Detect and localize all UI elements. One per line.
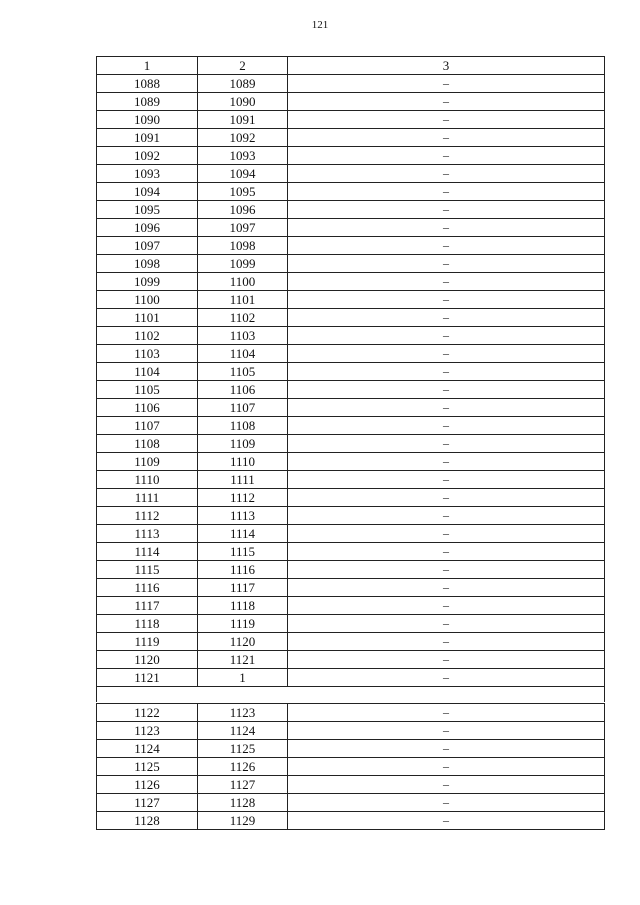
- table-row: [97, 507, 605, 525]
- table-row: [97, 165, 605, 183]
- table-cell: 1092: [198, 129, 288, 147]
- table-cell: 1126: [198, 758, 288, 776]
- table-row: [97, 722, 605, 740]
- table-cell: 1112: [198, 489, 288, 507]
- page-number: 121: [311, 19, 329, 31]
- table-cell: –: [288, 381, 605, 399]
- table-cell: 1117: [198, 579, 288, 597]
- table-cell: 1102: [198, 309, 288, 327]
- table-cell: 1090: [198, 93, 288, 111]
- table-row: [97, 147, 605, 165]
- table-cell: 1125: [97, 758, 198, 776]
- table-cell: 1090: [97, 111, 198, 129]
- table-cell: 1097: [97, 237, 198, 255]
- table-cell: –: [288, 579, 605, 597]
- table-row: [97, 345, 605, 363]
- table-gap: [96, 685, 605, 702]
- table-cell: –: [288, 255, 605, 273]
- table-row: [97, 111, 605, 129]
- table-cell: 1091: [97, 129, 198, 147]
- table-cell: 1091: [198, 111, 288, 129]
- table-cell: –: [288, 471, 605, 489]
- table-cell: 1119: [198, 615, 288, 633]
- table-cell: –: [288, 237, 605, 255]
- table-row: [97, 704, 605, 722]
- table-row: [97, 273, 605, 291]
- table-cell: –: [288, 812, 605, 830]
- table-cell: –: [288, 75, 605, 93]
- table-cell: 1121: [97, 669, 198, 687]
- table-cell: 1094: [198, 165, 288, 183]
- table-cell: –: [288, 669, 605, 687]
- table-row: [97, 399, 605, 417]
- table-cell: –: [288, 633, 605, 651]
- table-cell: –: [288, 273, 605, 291]
- table-cell: 1113: [97, 525, 198, 543]
- table-cell: 1111: [198, 471, 288, 489]
- table-row: [97, 597, 605, 615]
- table-row: [97, 381, 605, 399]
- header-cell: 1: [97, 57, 198, 75]
- table-cell: 1102: [97, 327, 198, 345]
- table-row: [97, 309, 605, 327]
- table-cell: 1101: [198, 291, 288, 309]
- table-cell: 1106: [198, 381, 288, 399]
- table-row: [97, 758, 605, 776]
- table-row: [97, 219, 605, 237]
- table-cell: 1105: [198, 363, 288, 381]
- table-cell: 1123: [97, 722, 198, 740]
- table-cell: –: [288, 417, 605, 435]
- data-table: [96, 56, 605, 687]
- table-cell: 1104: [198, 345, 288, 363]
- table-cell: –: [288, 651, 605, 669]
- table-cell: 1093: [97, 165, 198, 183]
- table-row: [97, 327, 605, 345]
- table-cell: –: [288, 291, 605, 309]
- table-cell: 1098: [97, 255, 198, 273]
- table-cell: 1119: [97, 633, 198, 651]
- table-row: [97, 363, 605, 381]
- table-cell: 1105: [97, 381, 198, 399]
- table-cell: 1108: [97, 435, 198, 453]
- table-cell: 1094: [97, 183, 198, 201]
- table-cell: –: [288, 722, 605, 740]
- table-cell: –: [288, 597, 605, 615]
- table-cell: 1107: [198, 399, 288, 417]
- table-cell: 1103: [198, 327, 288, 345]
- table-cell: 1095: [198, 183, 288, 201]
- table-row: [97, 471, 605, 489]
- table-cell: 1111: [97, 489, 198, 507]
- table-row: [97, 183, 605, 201]
- table-cell: 1115: [198, 543, 288, 561]
- table-cell: –: [288, 507, 605, 525]
- table-row: [97, 525, 605, 543]
- table-cell: 1115: [97, 561, 198, 579]
- table-cell: 1089: [97, 93, 198, 111]
- table-cell: 1096: [198, 201, 288, 219]
- table-cell: 1113: [198, 507, 288, 525]
- table-cell: –: [288, 111, 605, 129]
- table-cell: 1093: [198, 147, 288, 165]
- table-row: [97, 93, 605, 111]
- table-cell: 1126: [97, 776, 198, 794]
- table-row: [97, 255, 605, 273]
- table-row: [97, 615, 605, 633]
- table-cell: 1127: [97, 794, 198, 812]
- data-table-continued: [96, 703, 605, 830]
- table-row: [97, 669, 605, 687]
- table-cell: 1120: [198, 633, 288, 651]
- table-cell: 1118: [97, 615, 198, 633]
- table-cell: –: [288, 399, 605, 417]
- table-cell: 1124: [198, 722, 288, 740]
- table-row: [97, 776, 605, 794]
- table-cell: –: [288, 93, 605, 111]
- table-cell: 1092: [97, 147, 198, 165]
- table-cell: –: [288, 758, 605, 776]
- table-cell: 1128: [198, 794, 288, 812]
- table-row: [97, 812, 605, 830]
- table-cell: 1121: [198, 651, 288, 669]
- table-cell: 1118: [198, 597, 288, 615]
- header-cell: 2: [198, 57, 288, 75]
- table-cell: 1098: [198, 237, 288, 255]
- table-cell: –: [288, 561, 605, 579]
- table-cell: 1101: [97, 309, 198, 327]
- table-row: [97, 633, 605, 651]
- table-row: [97, 794, 605, 812]
- table-cell: 1112: [97, 507, 198, 525]
- table-cell: –: [288, 129, 605, 147]
- table-cell: –: [288, 183, 605, 201]
- table-cell: 1108: [198, 417, 288, 435]
- table-cell: –: [288, 327, 605, 345]
- table-cell: 1120: [97, 651, 198, 669]
- table-cell: –: [288, 345, 605, 363]
- table-row: [97, 291, 605, 309]
- table-cell: 1129: [198, 812, 288, 830]
- table-cell: 1114: [97, 543, 198, 561]
- table-row: [97, 129, 605, 147]
- table-cell: –: [288, 363, 605, 381]
- table-row: [97, 543, 605, 561]
- table-row: [97, 651, 605, 669]
- table-body: [97, 704, 605, 830]
- table-cell: –: [288, 525, 605, 543]
- table-cell: 1104: [97, 363, 198, 381]
- table-cell: –: [288, 453, 605, 471]
- table-cell: 1116: [198, 561, 288, 579]
- table-row: [97, 453, 605, 471]
- table-cell: 1110: [198, 453, 288, 471]
- table-cell: –: [288, 201, 605, 219]
- table-cell: 1114: [198, 525, 288, 543]
- table-cell: –: [288, 309, 605, 327]
- table-cell: 1099: [97, 273, 198, 291]
- table-row: [97, 579, 605, 597]
- table-row: [97, 740, 605, 758]
- table-cell: –: [288, 794, 605, 812]
- table-cell: 1128: [97, 812, 198, 830]
- table-cell: 1123: [198, 704, 288, 722]
- table-cell: –: [288, 740, 605, 758]
- table-cell: –: [288, 489, 605, 507]
- table-row: [97, 417, 605, 435]
- table-cell: 1097: [198, 219, 288, 237]
- table-row: [97, 489, 605, 507]
- table-cell: 1107: [97, 417, 198, 435]
- table-row: [97, 201, 605, 219]
- table-cell: –: [288, 219, 605, 237]
- table-cell: 1122: [97, 704, 198, 722]
- table-cell: 1106: [97, 399, 198, 417]
- table-cell: –: [288, 615, 605, 633]
- table-cell: –: [288, 704, 605, 722]
- table-cell: 1088: [97, 75, 198, 93]
- table-cell: 1125: [198, 740, 288, 758]
- table-cell: 1110: [97, 471, 198, 489]
- table-row: [97, 435, 605, 453]
- table-row: [97, 75, 605, 93]
- table-cell: –: [288, 165, 605, 183]
- table-cell: 1103: [97, 345, 198, 363]
- table-cell: 1117: [97, 597, 198, 615]
- table-row: [97, 237, 605, 255]
- table-cell: 1127: [198, 776, 288, 794]
- table-cell: –: [288, 435, 605, 453]
- table-body: [97, 75, 605, 687]
- header-row: [97, 57, 605, 75]
- table-cell: 1116: [97, 579, 198, 597]
- table-cell: 1124: [97, 740, 198, 758]
- table-row: [97, 561, 605, 579]
- table-cell: 1109: [97, 453, 198, 471]
- table-cell: 1099: [198, 255, 288, 273]
- table-cell: –: [288, 776, 605, 794]
- table-cell: –: [288, 147, 605, 165]
- table-cell: 1089: [198, 75, 288, 93]
- table-cell: 1100: [198, 273, 288, 291]
- table-cell: 1095: [97, 201, 198, 219]
- table-cell: 1: [198, 669, 288, 687]
- header-cell: 3: [288, 57, 605, 75]
- table-cell: 1109: [198, 435, 288, 453]
- table-cell: –: [288, 543, 605, 561]
- table-cell: 1096: [97, 219, 198, 237]
- table-cell: 1100: [97, 291, 198, 309]
